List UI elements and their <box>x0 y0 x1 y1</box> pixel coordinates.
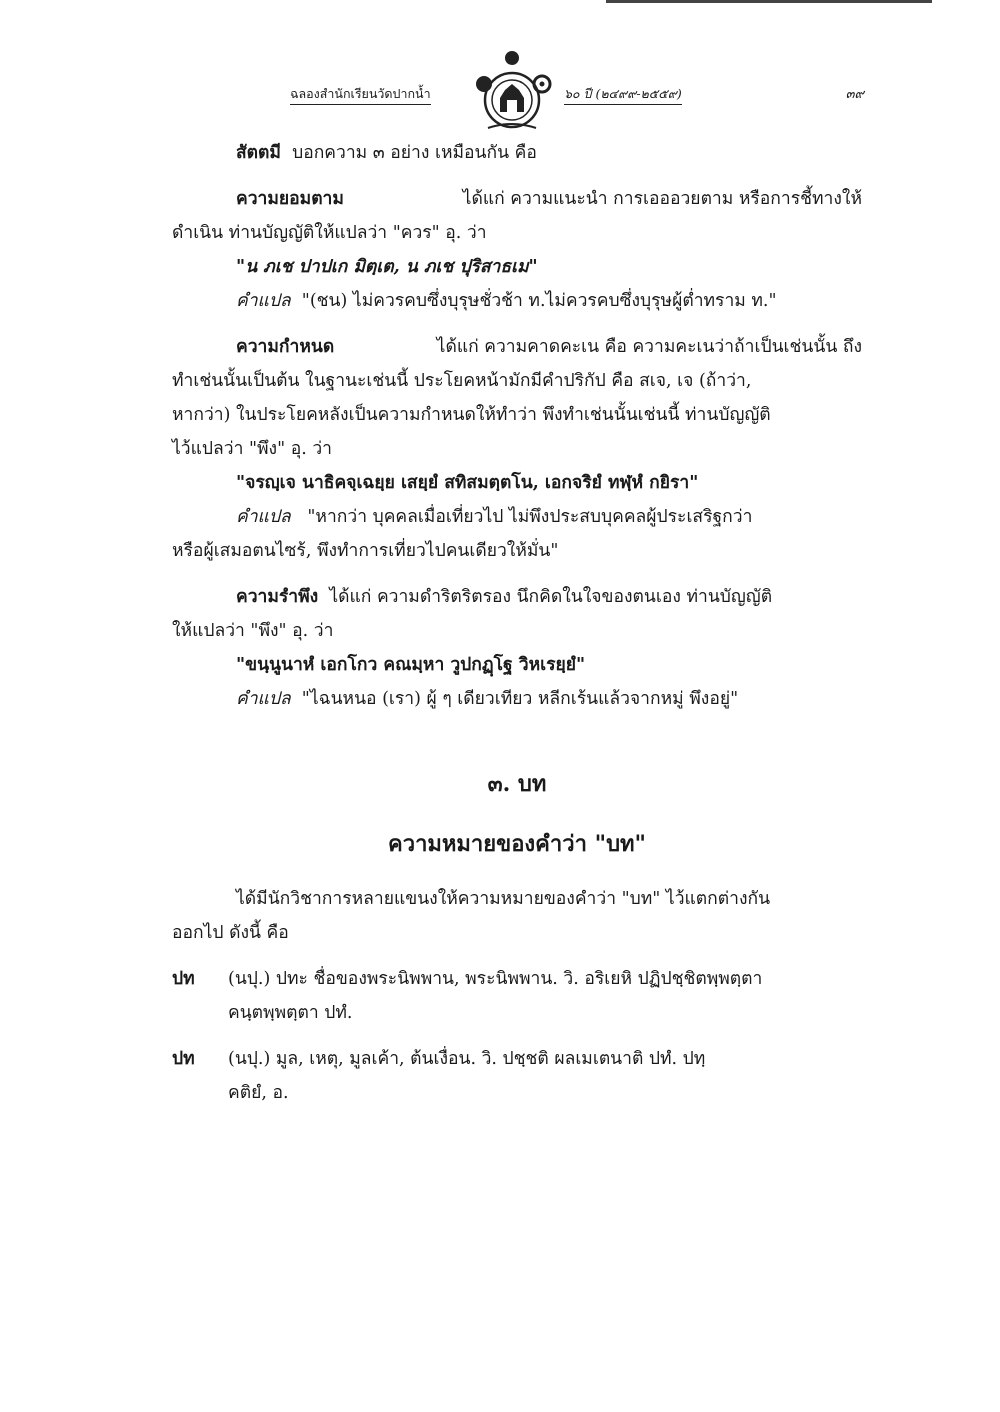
term-reflection: ความรำพึง <box>236 587 319 607</box>
entry-definition <box>228 1042 862 1110</box>
translation <box>172 500 862 534</box>
paragraph-line <box>172 182 862 216</box>
paragraph-line: ทำเช่นนั้นเป็นต้น ในฐานะเช่นนี้ ประโยคหน้ามักมีคำปริกัป คือ สเจ, เจ (ถ้าว่า, <box>172 371 752 391</box>
paragraph-text: บอกความ ๓ อย่าง เหมือนกัน คือ <box>292 143 537 163</box>
translation <box>172 682 862 716</box>
paragraph-line <box>172 580 862 614</box>
paragraph-line: ดำเนิน ท่านบัญญัติให้แปลว่า "ควร" อุ. ว่า <box>172 223 487 243</box>
page-number: ๓๙ <box>845 87 864 102</box>
paragraph-consent <box>172 182 862 250</box>
header-right-years: ๖๐ ปี (๒๔๙๙-๒๕๕๙) <box>564 88 682 105</box>
translation-text: "ไฉนหนอ (เรา) ผู้ ๆ เดียวเทียว หลีกเร้นแล้วจากหมู่ พึงอยู่" <box>301 689 739 709</box>
definition-line: คนฺตพฺพตฺตา ปทํ. <box>228 1003 353 1023</box>
header-left-title: ฉลองสำนักเรียนวัดปากน้ำ <box>290 88 431 105</box>
definition-line: (นปุ.) ปทะ ชื่อของพระนิพพาน, พระนิพพาน. วิ. อริเยหิ ปฏิปชฺชิตพฺพตฺตา <box>228 969 763 989</box>
section-heading-title: ความหมายของคำว่า "บท" <box>388 831 646 857</box>
translation-line: หรือผู้เสมอตนไซร้, พึงทำการเที่ยวไปคนเดียวให้มั่น" <box>172 541 559 561</box>
paragraph-saptami <box>172 136 862 170</box>
paragraph-reflection <box>172 580 862 648</box>
definition-line: (นปุ.) มูล, เหตุ, มูลเค้า, ต้นเงื่อน. วิ. ปชฺชติ ผลเมเตนาติ ปทํ. ปทฺ <box>228 1049 706 1069</box>
temple-emblem-logo <box>472 48 556 134</box>
paragraph-text: ได้แก่ ความดำริตริตรอง นึกคิดในใจของตนเอง ท่านบัญญัติ <box>329 587 773 607</box>
paragraph-line: หากว่า) ในประโยคหลังเป็นความกำหนดให้ทำว่า พึงทำเช่นนั้นเช่นนี้ ท่านบัญญัติ <box>172 405 771 425</box>
entry-definition <box>228 962 862 1030</box>
dictionary-entry <box>172 962 862 1030</box>
paragraph-line: ได้มีนักวิชาการหลายแขนงให้ความหมายของคำว่า "บท" ไว้แตกต่างกัน <box>236 889 771 909</box>
definition-line: คติยํ, อ. <box>228 1083 289 1103</box>
term-determination: ความกำหนด <box>236 337 335 357</box>
paragraph-line: ออกไป ดังนี้ คือ <box>172 923 289 943</box>
translation-text: "(ชน) ไม่ควรคบซึ่งบุรุษชั่วช้า ท.ไม่ควรคบซึ่งบุรุษผู้ต่ำทราม ท." <box>301 291 777 311</box>
term-consent: ความยอมตาม <box>236 189 344 209</box>
translation-text: "หากว่า บุคคลเมื่อเที่ยวไป ไม่พึงประสบบุคคลผู้ประเสริฐกว่า <box>307 507 753 527</box>
document-page <box>172 40 862 1110</box>
pali-example <box>172 250 862 284</box>
top-edge-rule <box>606 0 932 3</box>
paragraph-line: ไว้แปลว่า "พึง" อุ. ว่า <box>172 439 332 459</box>
paragraph-line: ให้แปลว่า "พึง" อุ. ว่า <box>172 621 334 641</box>
term-saptami: สัตตมี <box>236 143 281 163</box>
pali-quote: "น ภเช ปาปเก มิตฺเต, น ภเช ปุริสาธเม" <box>236 257 538 277</box>
paragraph-determination <box>172 330 862 466</box>
dictionary-entry <box>172 1042 862 1110</box>
pali-example <box>172 648 862 682</box>
translation <box>172 284 862 318</box>
translation-label: คำแปล <box>236 507 291 527</box>
entry-term: ปท <box>172 1049 195 1069</box>
entry-term: ปท <box>172 969 195 989</box>
pali-quote: "จรญฺเจ นาธิคจฺเฉยฺย เสยฺยํ สทิสมตฺตโน, เอกจริยํ ทฬฺหํ กยิรา" <box>236 473 699 493</box>
paragraph-text: ได้แก่ ความคาดคะเน คือ ความคะเนว่าถ้าเป็นเช่นนั้น ถึง <box>436 337 862 357</box>
translation-label: คำแปล <box>236 689 291 709</box>
pali-quote: "ขนฺนูนาหํ เอกโกว คณมฺหา วูปกฏฺโฐ วิหเรยฺยํ" <box>236 655 586 675</box>
translation-label: คำแปล <box>236 291 291 311</box>
section-heading-number: ๓. บท <box>487 771 547 797</box>
page-header <box>172 40 862 136</box>
paragraph-intro <box>172 882 862 950</box>
paragraph-text: ได้แก่ ความแนะนำ การเอออวยตาม หรือการชี้ทางให้ <box>462 189 862 209</box>
paragraph-line <box>172 330 862 364</box>
pali-example <box>172 466 862 500</box>
